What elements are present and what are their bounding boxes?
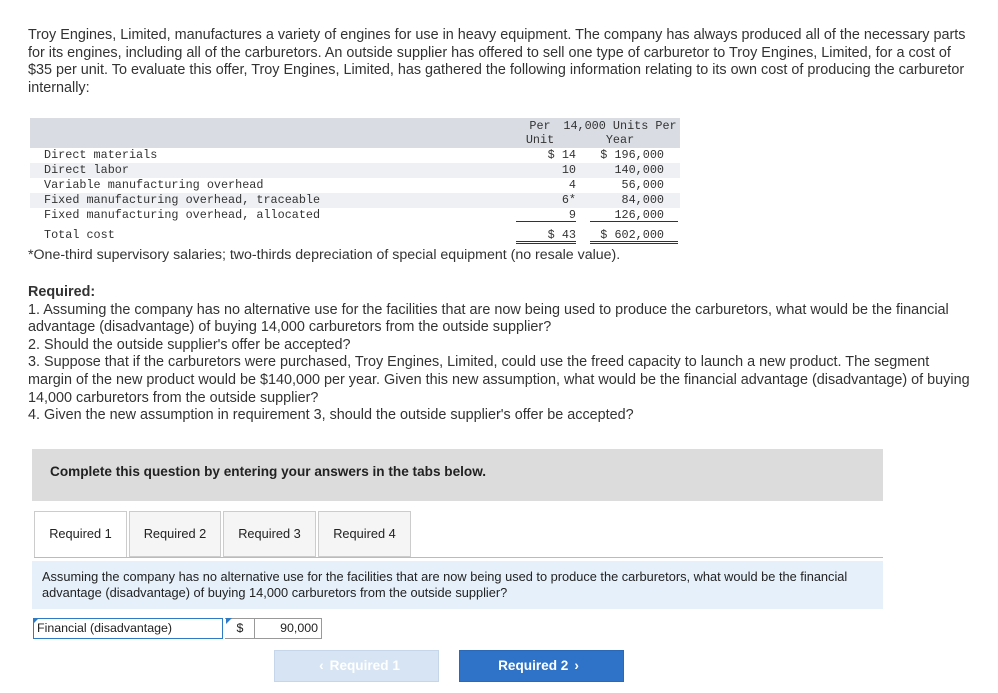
tab-divider [34, 557, 883, 558]
tab-required-4[interactable]: Required 4 [318, 511, 411, 557]
table-footnote: *One-third supervisory salaries; two-thirds depreciation of special equipment (no resale value). [28, 247, 621, 263]
tab-required-1[interactable]: Required 1 [34, 511, 127, 558]
currency-symbol: $ [225, 618, 255, 639]
row-per-unit: $ 14 [547, 148, 576, 162]
prev-requirement-button[interactable] [274, 650, 439, 682]
header-per-year: 14,000 Units Per Year [563, 119, 677, 147]
tab-required-3[interactable]: Required 3 [223, 511, 316, 557]
required-section [28, 284, 973, 425]
row-label: Fixed manufacturing overhead, allocated [44, 208, 321, 222]
total-row [30, 228, 680, 243]
question-text: Assuming the company has no alternative use for the facilities that are now being used to produce the carburetors, what would be the financial advantage (disadvantage) of buying 14,000 carburetors from the outside supplier? [42, 569, 848, 600]
row-per-unit: 9 [568, 208, 576, 222]
cost-table-header [30, 118, 680, 148]
required-item: 3. Suppose that if the carburetors were purchased, Troy Engines, Limited, could use the freed capacity to launch a new product. The segment margin of the new product would be $140,000 per year. Given this new assumption, what would be the financial advantage (disadvantage) of buying 14,000 carburetors from the outside supplier? [28, 354, 970, 406]
row-per-unit: 4 [568, 178, 576, 192]
subtotal-underline [590, 221, 678, 222]
prev-label: Required 1 [329, 658, 400, 673]
table-row [30, 178, 680, 193]
flag-icon [226, 618, 232, 624]
table-row [30, 163, 680, 178]
question-box [32, 561, 883, 609]
required-item: 2. Should the outside supplier's offer be accepted? [28, 336, 351, 353]
required-item: 4. Given the new assumption in requirement 3, should the outside supplier's offer be accepted? [28, 407, 634, 424]
required-title: Required: [28, 284, 96, 300]
total-per-unit: $ 43 [547, 228, 576, 242]
answer-label: Financial (disadvantage) [33, 618, 223, 639]
row-per-year: 126,000 [614, 208, 664, 222]
chevron-left-icon: ‹ [319, 658, 324, 673]
row-label: Direct labor [44, 163, 129, 177]
subtotal-underline [516, 221, 576, 222]
total-double-underline [590, 243, 678, 244]
flag-icon [33, 618, 39, 624]
row-label: Direct materials [44, 148, 158, 162]
table-row [30, 148, 680, 163]
next-requirement-button[interactable] [459, 650, 624, 682]
row-per-unit: 10 [561, 163, 576, 177]
tab-required-2[interactable]: Required 2 [129, 511, 221, 557]
row-per-year: $ 196,000 [600, 148, 664, 162]
next-label: Required 2 [498, 658, 569, 673]
total-double-underline [590, 241, 678, 242]
row-label: Variable manufacturing overhead [44, 178, 264, 192]
row-per-year: 56,000 [621, 178, 664, 192]
total-per-year: $ 602,000 [600, 228, 664, 242]
header-per-unit: Per Unit [525, 119, 555, 147]
table-row [30, 208, 680, 223]
table-row [30, 193, 680, 208]
chevron-right-icon: › [574, 658, 579, 673]
total-label: Total cost [44, 228, 115, 242]
row-label: Fixed manufacturing overhead, traceable [44, 193, 321, 207]
row-per-year: 140,000 [614, 163, 664, 177]
financial-advantage-input[interactable]: 90,000 [254, 618, 322, 639]
total-double-underline [516, 241, 576, 242]
instructions-text: Complete this question by entering your answers in the tabs below. [50, 464, 487, 479]
total-double-underline [516, 243, 576, 244]
problem-intro: Troy Engines, Limited, manufactures a variety of engines for use in heavy equipment. The company has always produced all of the necessary parts for its engines, including all of the carburetors. An outside supplier has offered to sell one type of carburetor to Troy Engines, Limited, for a cost of $35 per unit. To evaluate this offer, Troy Engines, Limited, has gathered the following information relating to its own cost of producing the carburetor internally: [28, 27, 966, 96]
instructions-banner [32, 449, 883, 501]
row-per-year: 84,000 [621, 193, 664, 207]
required-item: 1. Assuming the company has no alternative use for the facilities that are now being used to produce the carburetors, what would be the financial advantage (disadvantage) of buying 14,000 carburetors from the outside supplier? [28, 301, 949, 336]
row-per-unit: 6* [561, 193, 576, 207]
